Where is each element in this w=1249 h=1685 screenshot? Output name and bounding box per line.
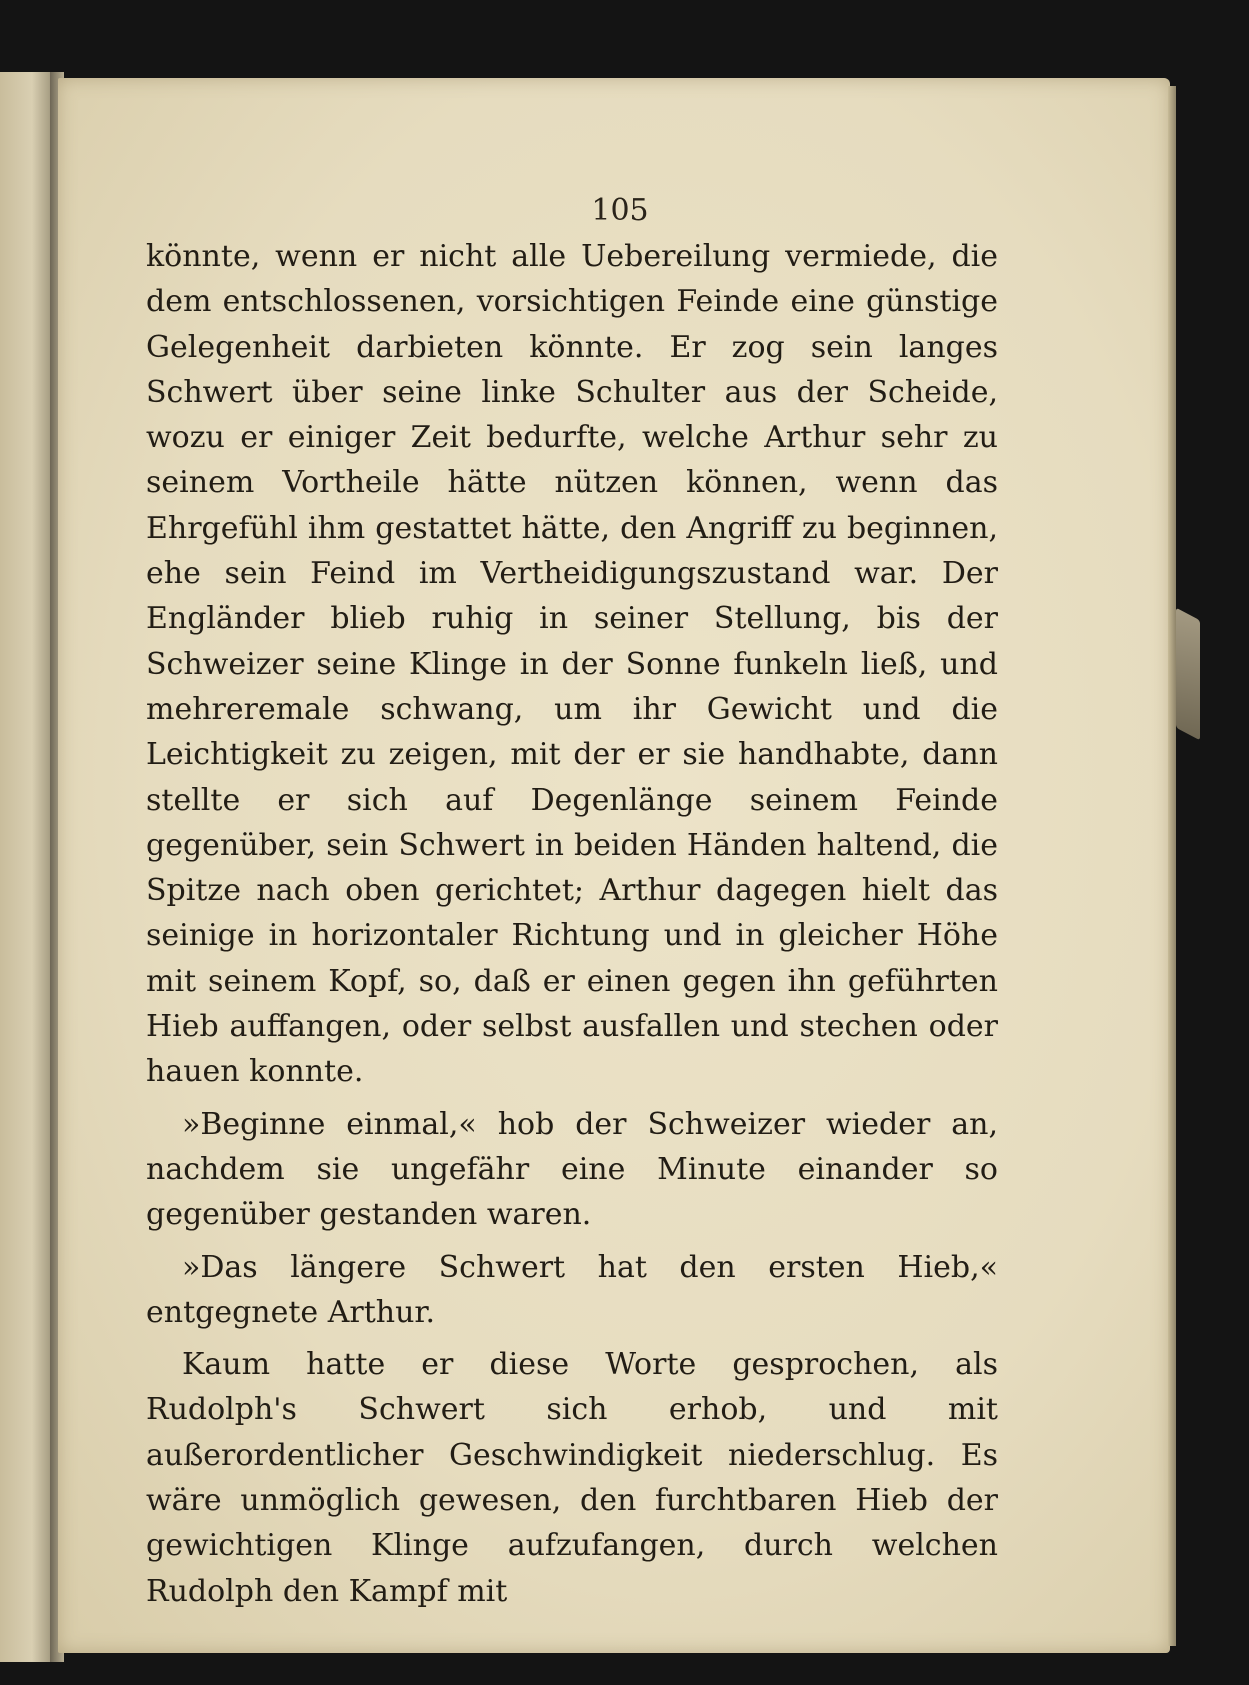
- page-stack-edge: [1168, 86, 1176, 1646]
- bookmark-tab: [1176, 608, 1200, 741]
- paragraph-2: »Beginne einmal,« hob der Schweizer wieder an, nachdem sie ungefähr eine Minute einander so gegenüber gestanden waren.: [146, 1106, 998, 1233]
- paragraph-3: »Das längere Schwert hat den ersten Hieb,« entgegnete Arthur.: [146, 1249, 998, 1330]
- page-text: [146, 234, 998, 1614]
- paragraph-1: könnte, wenn er nicht alle Uebereilung vermiede, die dem entschlossenen, vorsichtigen Feinde eine günstige Gelegenheit darbieten könnte. Er zog sein langes Schwert über seine linke Schulter aus der Scheide, wozu er einiger Zeit bedurfte, welche Arthur sehr zu seinem Vortheile hätte nützen können, wenn das Ehrgefühl ihm gestattet hätte, den Angriff zu beginnen, ehe sein Feind im Vertheidigungszustand war. Der Engländer blieb ruhig in seiner Stellung, bis der Schweizer seine Klinge in der Sonne funkeln ließ, und mehreremale schwang, um ihr Gewicht und die Leichtigkeit zu zeigen, mit der er sie handhabte, dann stellte er sich auf Degenlänge seinem Feinde gegenüber, sein Schwert in beiden Händen haltend, die Spitze nach oben gerichtet; Arthur dagegen hielt das seinige in horizontaler Richtung und in gleicher Höhe mit seinem Kopf, so, daß er einen gegen ihn geführten Hieb auffangen, oder selbst ausfallen und stechen oder hauen konnte.: [146, 239, 998, 1090]
- page-number: 105: [591, 193, 649, 228]
- paragraph-4: Kaum hatte er diese Worte gesprochen, als Rudolph's Schwert sich erhob, und mit außerordentlicher Geschwindigkeit niederschlug. Es wäre unmöglich gewesen, den furchtbaren Hieb der gewichtigen Klinge aufzufangen, durch welchen Rudolph den Kampf mit: [146, 1347, 998, 1609]
